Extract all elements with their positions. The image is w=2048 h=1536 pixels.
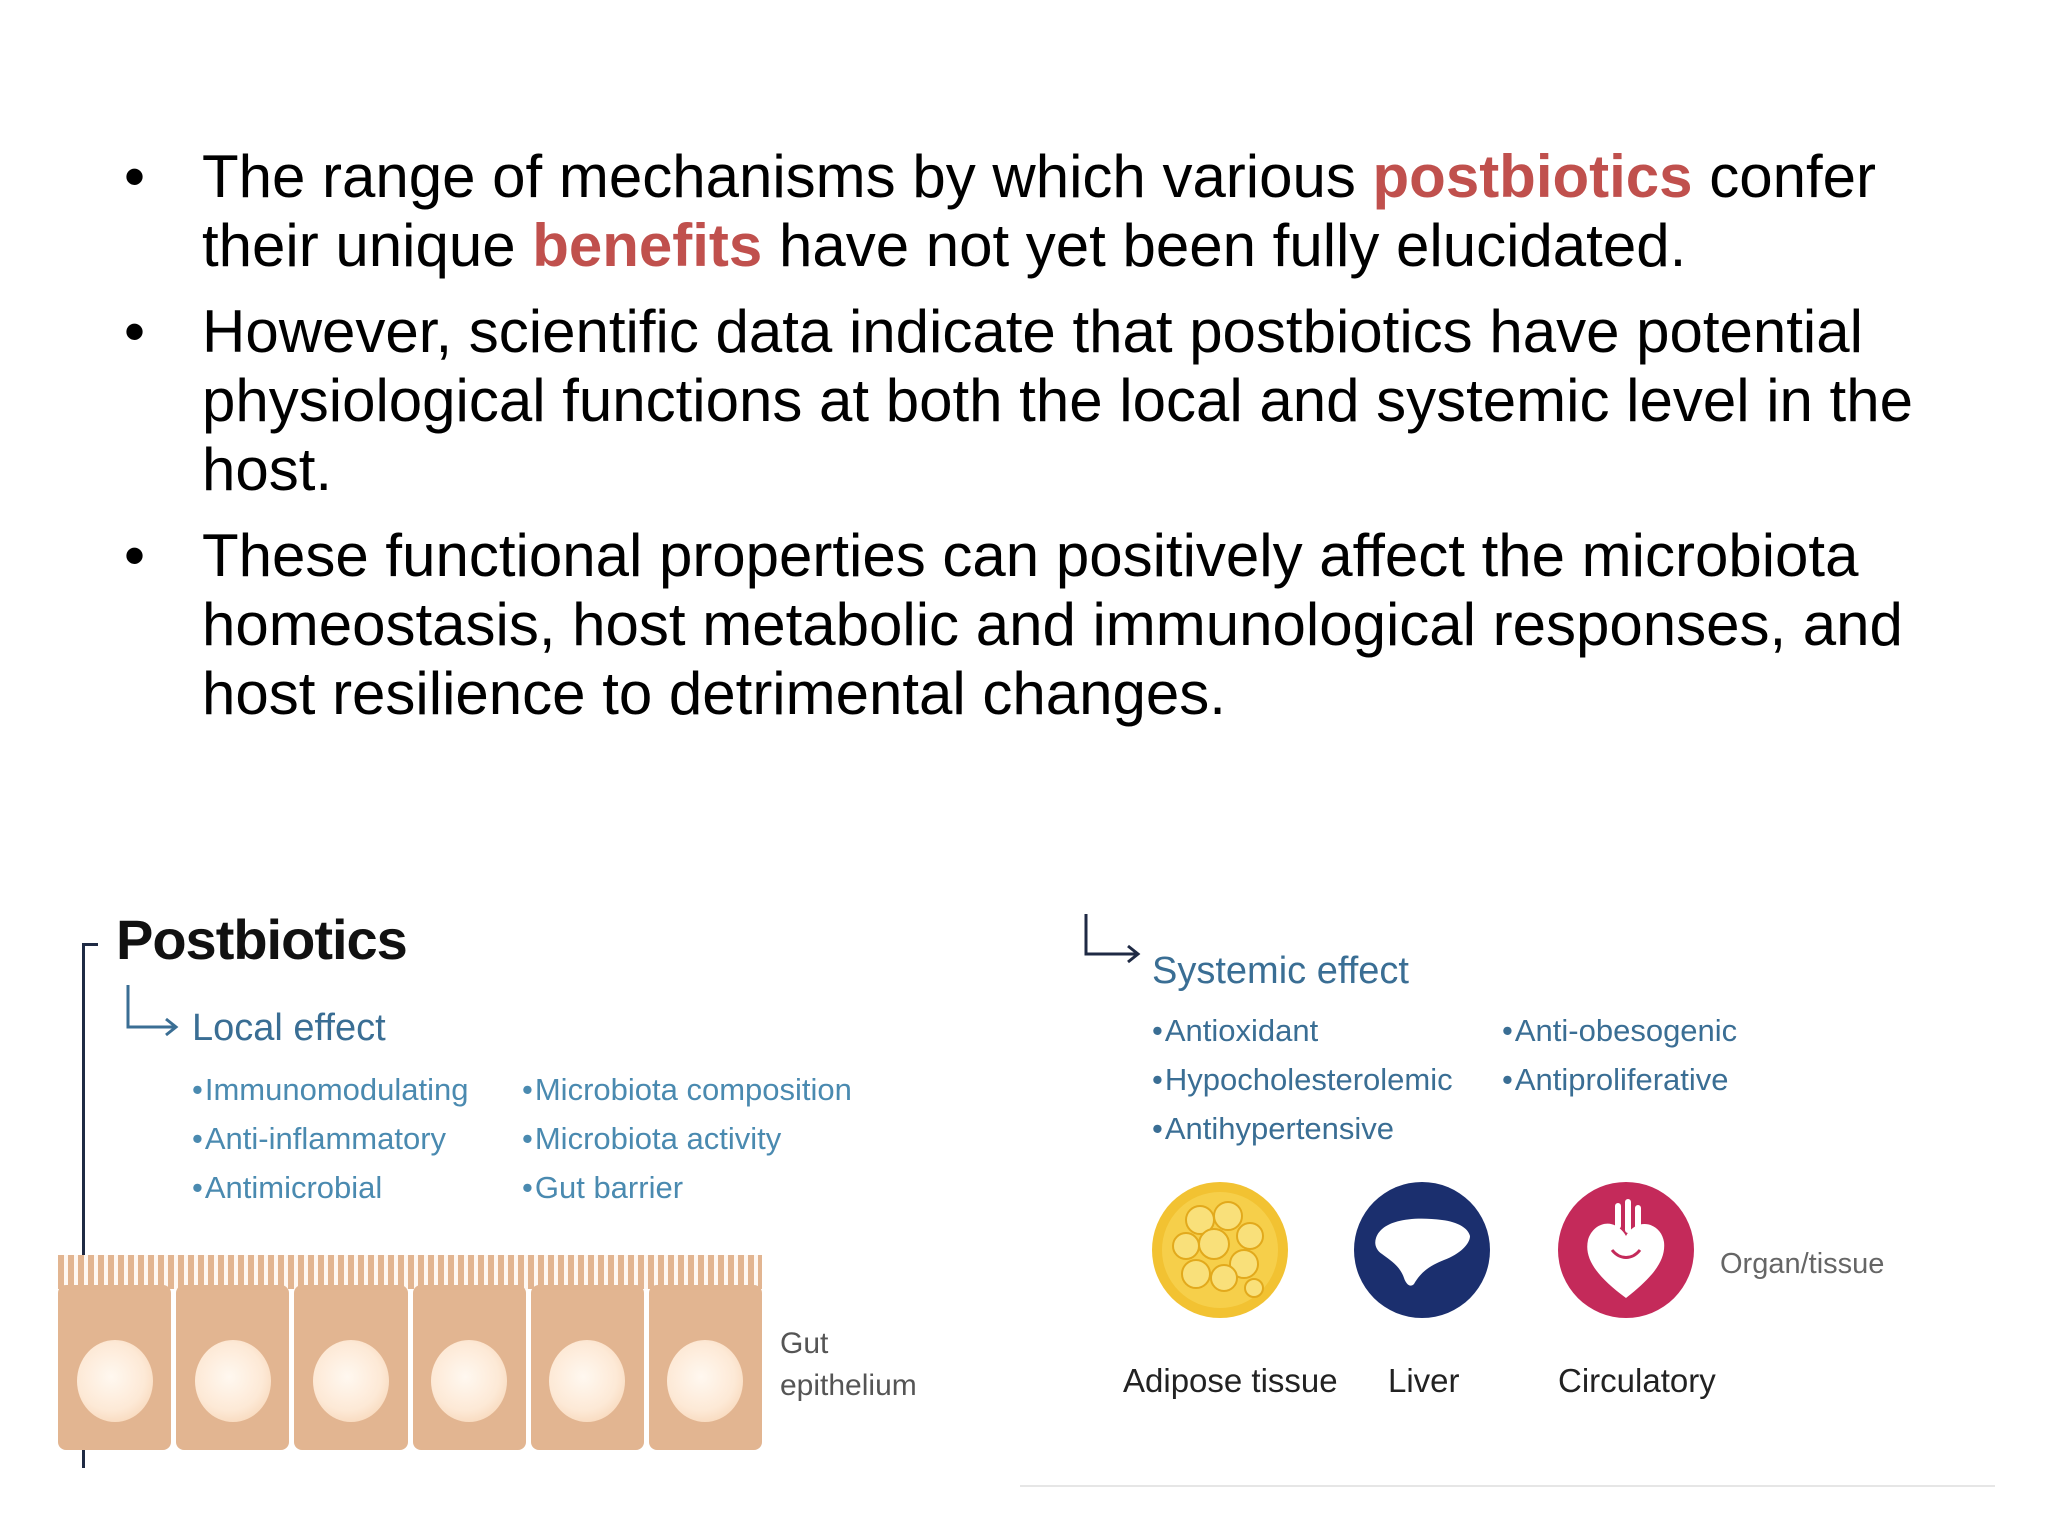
cell-nucleus — [77, 1340, 153, 1422]
list-item: • Anti-obesogenic — [1502, 1006, 1737, 1055]
bullet-list — [120, 142, 1980, 745]
bracket-arrow-icon — [124, 985, 186, 1045]
cell-nucleus — [667, 1340, 743, 1422]
microvilli — [58, 1255, 762, 1289]
local-effect-figure — [50, 885, 970, 1465]
systemic-effect-list-1 — [1152, 1006, 1453, 1153]
bullet-item-2: • However, scientific data indicate that postbiotics have potential physiological functions at both the local and systemic level in the host. — [120, 297, 1980, 504]
bracket-tick — [82, 943, 98, 946]
heart-icon — [1556, 1180, 1696, 1320]
systemic-effect-list-2 — [1502, 1006, 1737, 1104]
highlight-postbiotics: postbiotics — [1372, 143, 1693, 210]
epithelial-cell — [531, 1285, 644, 1450]
epithelial-cells — [58, 1285, 762, 1450]
systemic-effect-figure — [1020, 880, 2010, 1500]
list-item: • Microbiota activity — [522, 1114, 852, 1163]
list-item: • Anti-inflammatory — [192, 1114, 469, 1163]
bullet-item-3: • These functional properties can positively affect the microbiota homeostasis, host metabolic and immunological responses, and host resilience to detrimental changes. — [120, 521, 1980, 728]
systemic-effect-title: Systemic effect — [1152, 950, 1409, 992]
adipose-tissue-label: Adipose tissue — [1123, 1362, 1338, 1399]
organ-tissue-label: Organ/tissue — [1720, 1248, 1885, 1280]
list-item: • Immunomodulating — [192, 1065, 469, 1114]
epithelial-cell — [176, 1285, 289, 1450]
local-effect-list-2 — [522, 1065, 852, 1212]
liver-icon — [1352, 1180, 1492, 1320]
local-effect-list-1 — [192, 1065, 469, 1212]
gut-epithelium-label: Gut epithelium — [780, 1327, 917, 1402]
highlight-benefits: benefits — [532, 212, 763, 279]
epithelial-cell — [413, 1285, 526, 1450]
adipose-tissue-icon — [1150, 1180, 1290, 1320]
list-item: • Antihypertensive — [1152, 1104, 1453, 1153]
epithelial-cell — [649, 1285, 762, 1450]
list-item: • Gut barrier — [522, 1163, 852, 1212]
bullet-item-1: • The range of mechanisms by which various postbiotics confer their unique benefits have not yet been fully elucidated. — [120, 142, 1980, 280]
bracket-arrow-icon — [1082, 914, 1148, 970]
gut-epithelium-illustration — [58, 1255, 762, 1450]
list-item: • Microbiota composition — [522, 1065, 852, 1114]
list-item: • Antiproliferative — [1502, 1055, 1737, 1104]
cell-nucleus — [431, 1340, 507, 1422]
list-item: • Antimicrobial — [192, 1163, 469, 1212]
epithelial-cell — [58, 1285, 171, 1450]
cell-nucleus — [195, 1340, 271, 1422]
list-item: • Antioxidant — [1152, 1006, 1453, 1055]
figure-title: Postbiotics — [116, 908, 407, 971]
cell-nucleus — [549, 1340, 625, 1422]
epithelial-cell — [294, 1285, 407, 1450]
liver-label: Liver — [1388, 1362, 1460, 1399]
list-item: • Hypocholesterolemic — [1152, 1055, 1453, 1104]
local-effect-title: Local effect — [192, 1007, 386, 1049]
circulatory-label: Circulatory — [1558, 1362, 1716, 1399]
divider — [1020, 1485, 1995, 1487]
cell-nucleus — [313, 1340, 389, 1422]
